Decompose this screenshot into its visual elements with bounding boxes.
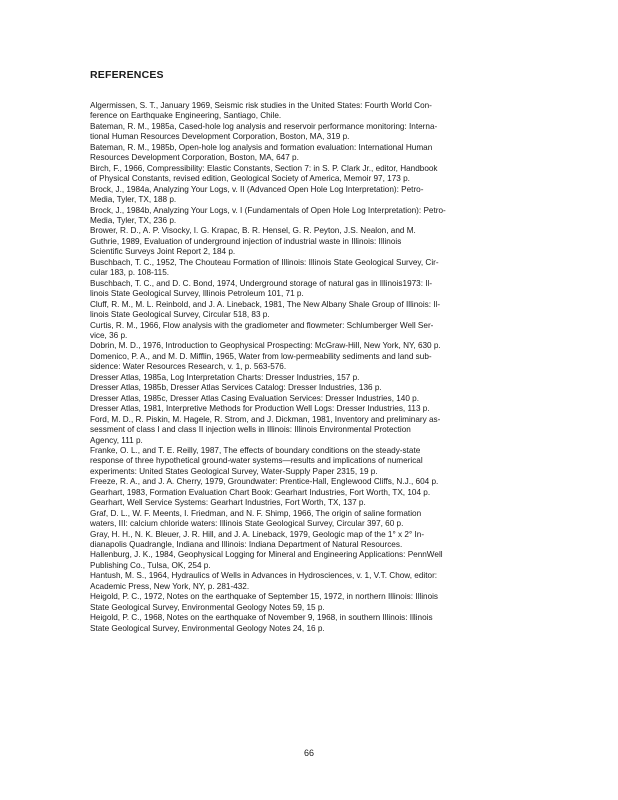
reference-line: Freeze, R. A., and J. A. Cherry, 1979, Groundwater: Prentice-Hall, Englewood Cliffs, N.J., 604 p. bbox=[90, 477, 439, 487]
reference-entry bbox=[90, 404, 522, 414]
reference-entry bbox=[90, 498, 522, 508]
reference-line: sessment of class I and class II injection wells in Illinois: Illinois Environmental Protection bbox=[90, 425, 411, 435]
reference-line: Media, Tyler, TX, 188 p. bbox=[90, 195, 177, 205]
reference-line: sidence: Water Resources Research, v. 1, p. 563-576. bbox=[90, 362, 287, 372]
reference-line: Dresser Atlas, 1985b, Dresser Atlas Services Catalog: Dresser Industries, 136 p. bbox=[90, 383, 382, 393]
reference-line: Heigold, P. C., 1968, Notes on the earthquake of November 9, 1968, in southern Illinois: Illinois bbox=[90, 613, 433, 623]
reference-line: Dresser Atlas, 1985c, Dresser Atlas Casing Evaluation Services: Dresser Industries, 140 p. bbox=[90, 393, 420, 403]
reference-line: Buschbach, T. C., and D. C. Bond, 1974, Underground storage of natural gas in Illinois1973: Il- bbox=[90, 278, 433, 288]
reference-line: Agency, 111 p. bbox=[90, 435, 143, 445]
reference-entry bbox=[90, 394, 522, 404]
reference-line: linois State Geological Survey, Circular 518, 83 p. bbox=[90, 310, 270, 320]
reference-line: Brock, J., 1984a, Analyzing Your Logs, v. II (Advanced Open Hole Log Interpretation): Petro- bbox=[90, 184, 424, 194]
reference-line: Domenico, P. A., and M. D. Mifflin, 1965, Water from low-permeability sediments and land sub- bbox=[90, 351, 432, 361]
reference-line: Publishing Co., Tulsa, OK, 254 p. bbox=[90, 560, 211, 570]
reference-line: Bateman, R. M., 1985a, Cased-hole log analysis and reservoir performance monitoring: Interna- bbox=[90, 121, 438, 131]
reference-line: tional Human Resources Development Corporation, Boston, MA, 319 p. bbox=[90, 132, 350, 142]
reference-line: Scientific Surveys Joint Report 2, 184 p. bbox=[90, 247, 236, 257]
reference-entry bbox=[90, 122, 522, 143]
reference-entry bbox=[90, 530, 522, 551]
reference-entry bbox=[90, 206, 522, 227]
reference-line: Hantush, M. S., 1964, Hydraulics of Wells in Advances in Hydrosciences, v. 1, V.T. Chow, editor: bbox=[90, 571, 438, 581]
reference-entry bbox=[90, 143, 522, 164]
reference-line: Dresser Atlas, 1985a, Log Interpretation Charts: Dresser Industries, 157 p. bbox=[90, 372, 360, 382]
reference-entry bbox=[90, 226, 522, 257]
reference-entry bbox=[90, 258, 522, 279]
reference-line: State Geological Survey, Environmental Geology Notes 24, 16 p. bbox=[90, 623, 325, 633]
reference-line: waters, III: calcium chloride waters: Illinois State Geological Survey, Circular 397, 60 p. bbox=[90, 519, 404, 529]
reference-entry bbox=[90, 321, 522, 342]
reference-line: Guthrie, 1989, Evaluation of underground injection of industrial waste in Illinois: Illinois bbox=[90, 236, 402, 246]
reference-entry bbox=[90, 341, 522, 351]
reference-entry bbox=[90, 550, 522, 571]
reference-list bbox=[90, 101, 522, 634]
page-number: 66 bbox=[303, 748, 314, 758]
reference-entry bbox=[90, 613, 522, 634]
reference-line: vice, 36 p. bbox=[90, 330, 128, 340]
reference-line: Heigold, P. C., 1972, Notes on the earthquake of September 15, 1972, in northern Illinois: Illinois bbox=[90, 592, 439, 602]
reference-line: linois State Geological Survey, Illinois Petroleum 101, 71 p. bbox=[90, 289, 304, 299]
reference-entry bbox=[90, 592, 522, 613]
reference-entry bbox=[90, 279, 522, 300]
reference-line: Brower, R. D., A. P. Visocky, I. G. Krapac, B. R. Hensel, G. R. Peyton, J.S. Nealon, and M. bbox=[90, 226, 416, 236]
reference-line: dianapolis Quadrangle, Indiana and Illinois: Indiana Department of Natural Resources. bbox=[90, 540, 403, 550]
reference-entry bbox=[90, 373, 522, 383]
reference-line: Hallenburg, J. K., 1984, Geophysical Logging for Mineral and Engineering Applications: PennWell bbox=[90, 550, 443, 560]
reference-line: Ford, M. D., R. Piskin, M. Hagele, R. Strom, and J. Dickman, 1981, Inventory and preliminary as- bbox=[90, 414, 441, 424]
reference-entry bbox=[90, 446, 522, 477]
reference-line: Resources Development Corporation, Boston, MA, 647 p. bbox=[90, 153, 299, 163]
reference-line: Graf, D. L., W. F. Meents, I. Friedman, and N. F. Shimp, 1966, The origin of saline formation bbox=[90, 508, 422, 518]
reference-line: Algermissen, S. T., January 1969, Seismic risk studies in the United States: Fourth World Con- bbox=[90, 101, 432, 110]
reference-line: cular 183, p. 108-115. bbox=[90, 268, 170, 278]
reference-line: experiments: United States Geological Survey, Water-Supply Paper 2315, 19 p. bbox=[90, 466, 378, 476]
reference-line: Bateman, R. M., 1985b, Open-hole log analysis and formation evaluation: International Human bbox=[90, 142, 433, 152]
reference-line: ference on Earthquake Engineering, Santiago, Chile. bbox=[90, 111, 282, 121]
reference-entry bbox=[90, 300, 522, 321]
reference-entry bbox=[90, 101, 522, 122]
reference-line: Academic Press, New York, NY, p. 281-432. bbox=[90, 581, 250, 591]
reference-line: Buschbach, T. C., 1952, The Chouteau Formation of Illinois: Illinois State Geological Survey, Cir- bbox=[90, 257, 439, 267]
reference-entry bbox=[90, 383, 522, 393]
reference-line: Birch, F., 1966, Compressibility: Elastic Constants, Section 7: in S. P. Clark Jr., editor, Handbook bbox=[90, 163, 438, 173]
reference-line: State Geological Survey, Environmental Geology Notes 59, 15 p. bbox=[90, 602, 325, 612]
reference-line: Gray, H. H., N. K. Bleuer, J. R. Hill, and J. A. Lineback, 1979, Geologic map of the 1° x 2° In- bbox=[90, 529, 425, 539]
reference-line: Media, Tyler, TX, 236 p. bbox=[90, 215, 177, 225]
reference-line: Curtis, R. M., 1966, Flow analysis with the gradiometer and flowmeter: Schlumberger Well Ser- bbox=[90, 320, 434, 330]
reference-entry bbox=[90, 164, 522, 185]
reference-line: Gearhart, Well Service Systems: Gearhart Industries, Fort Worth, TX, 137 p. bbox=[90, 498, 366, 508]
reference-entry bbox=[90, 477, 522, 487]
reference-line: Franke, O. L., and T. E. Reilly, 1987, The effects of boundary conditions on the steady-state bbox=[90, 445, 421, 455]
reference-entry bbox=[90, 415, 522, 446]
reference-entry bbox=[90, 185, 522, 206]
reference-line: response of three hypothetical ground-water systems—results and implications of numerical bbox=[90, 456, 423, 466]
section-heading: REFERENCES bbox=[90, 69, 164, 81]
reference-line: Brock, J., 1984b, Analyzing Your Logs, v. I (Fundamentals of Open Hole Log Interpretation): Petro- bbox=[90, 205, 446, 215]
reference-line: Cluff, R. M., M. L. Reinbold, and J. A. Lineback, 1981, The New Albany Shale Group of Illinois: Il- bbox=[90, 299, 441, 309]
reference-line: Dresser Atlas, 1981, Interpretive Methods for Production Well Logs: Dresser Industries, 113 p. bbox=[90, 404, 430, 414]
reference-entry bbox=[90, 488, 522, 498]
reference-entry bbox=[90, 509, 522, 530]
reference-entry bbox=[90, 352, 522, 373]
reference-line: of Physical Constants, revised edition, Geological Society of America, Memoir 97, 173 p. bbox=[90, 174, 410, 184]
reference-line: Gearhart, 1983, Formation Evaluation Chart Book: Gearhart Industries, Fort Worth, TX, 104 p. bbox=[90, 487, 431, 497]
reference-line: Dobrin, M. D., 1976, Introduction to Geophysical Prospecting: McGraw-Hill, New York, NY, 630 p. bbox=[90, 341, 441, 351]
reference-entry bbox=[90, 571, 522, 592]
